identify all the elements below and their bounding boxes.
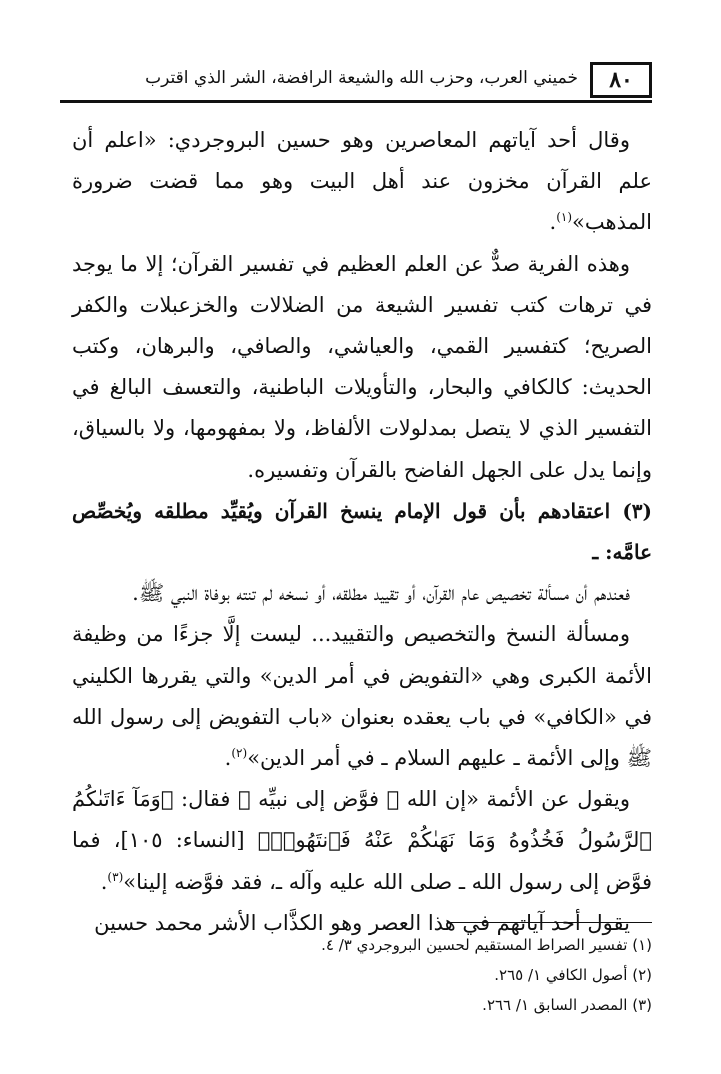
footnote-separator bbox=[447, 922, 652, 923]
footnote-2: (٢) أصول الكافي ١/ ٢٦٥. bbox=[494, 966, 652, 984]
page-body bbox=[72, 120, 652, 944]
paragraph-1: وقال أحد آياتهم المعاصرين وهو حسين البروجردي: «اعلم أن علم القرآن مخزون عند أهل البيت وهو مما قضت ضرورة المذهب»$^{(١)}$. bbox=[72, 128, 652, 235]
paragraph-3: فعندهم أن مسألة تخصيص عام القرآن، أو تقييد مطلقه، أو نسخه لم تنته بوفاة النبي ﷺ. bbox=[132, 581, 630, 606]
paragraph-2: وهذه الفرية صدٌّ عن العلم العظيم في تفسير القرآن؛ إلا ما يوجد في ترهات كتب تفسير الشيعة من الضلالات والخزعبلات والكفر الصريح؛ كتفسير القمي، والعياشي، والصافي، والبرهان، وكتب الحديث: كالكافي والبحار، والتأويلات الباطنية، والتعسف البالغ في التفسير الذي لا يتصل بمدلولات الألفاظ، ولا بمفهومها، ولا بالسياق، وإنما يدل على الجهل الفاضح بالقرآن وتفسيره. bbox=[72, 251, 652, 482]
section-heading-3: (٣) اعتقادهم بأن قول الإمام ينسخ القرآن ويُقيِّد مطلقه ويُخصِّص عامَّه: ـ bbox=[72, 498, 652, 565]
paragraph-4: ومسألة النسخ والتخصيص والتقييد... ليست إلَّا جزءًا من وظيفة الأئمة الكبرى وهي «التفويض في أمر الدين» والتي يقررها الكليني في «الكافي» في باب يعقده بعنوان «باب التفويض إلى رسول الله ﷺ وإلى الأئمة ـ عليهم السلام ـ في أمر الدين»$^{(٢)}$. bbox=[72, 622, 652, 771]
footnote-ref-1[interactable]: (١) bbox=[556, 210, 573, 225]
footnote-ref-3[interactable]: (٣) bbox=[107, 869, 124, 884]
page-number: ٨٠ bbox=[590, 62, 652, 98]
footnote-3: (٣) المصدر السابق ١/ ٢٦٦. bbox=[482, 996, 652, 1014]
page-header bbox=[60, 62, 652, 104]
footnotes bbox=[72, 930, 652, 1020]
paragraph-5: ويقول عن الأئمة «إن الله ﷻ فوَّض إلى نبيِّه ﷺ فقال: ﴿وَمَآ ءَاتَىٰكُمُ ٱلرَّسُولُ فَخُذُوهُ وَمَا نَهَىٰكُمْ عَنْهُ فَٱنتَهُوا۟﴾ [النساء: ١٠٥]، فما فوَّض إلى رسول الله ـ صلى الله عليه وآله ـ، فقد فوَّضه إلينا»$^{(٣)}$. bbox=[72, 787, 652, 894]
running-title: خميني العرب، وحزب الله والشيعة الرافضة، الشر الذي اقترب bbox=[145, 68, 578, 88]
paragraph-6: يقول أحد آياتهم في هذا العصر وهو الكذَّاب الأشر محمد حسين bbox=[94, 910, 630, 935]
footnote-1: (١) تفسير الصراط المستقيم لحسين البروجردي ٣/ ٤. bbox=[321, 936, 652, 954]
footnote-ref-2[interactable]: (٢) bbox=[231, 746, 248, 761]
header-rule bbox=[60, 100, 652, 103]
